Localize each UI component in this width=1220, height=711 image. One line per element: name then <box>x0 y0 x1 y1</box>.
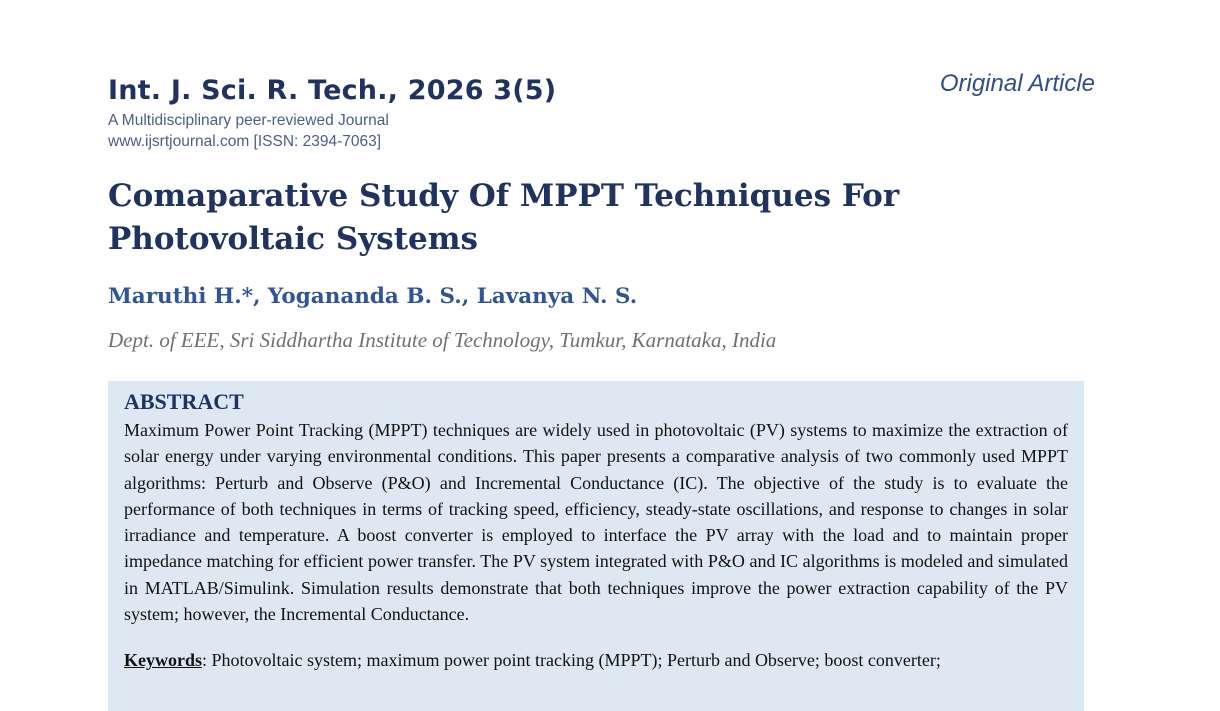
journal-website-issn: www.ijsrtjournal.com [ISSN: 2394-7063] <box>108 133 382 150</box>
article-type-label: Original Article <box>939 70 1095 97</box>
journal-header <box>108 72 556 152</box>
paper-title: Comaparative Study Of MPPT Techniques For Photovoltaic Systems <box>108 178 900 257</box>
author-affiliation: Dept. of EEE, Sri Siddhartha Institute of Technology, Tumkur, Karnataka, India <box>108 328 777 352</box>
keywords-text: : Photovoltaic system; maximum power point tracking (MPPT); Perturb and Observe; boost converter; <box>202 650 941 671</box>
journal-title: Int. J. Sci. R. Tech., 2026 3(5) <box>108 75 557 106</box>
keywords-line <box>124 647 1068 673</box>
abstract-heading: ABSTRACT <box>124 389 244 414</box>
abstract-body: Maximum Power Point Tracking (MPPT) techniques are widely used in photovoltaic (PV) systems to maximize the extraction of solar energy under varying environmental conditions. This paper presents a comparative analysis of two commonly used MPPT algorithms: Perturb and Observe (P&O) and Incremental Conductance (IC). The objective of the study is to evaluate the performance of both techniques in terms of tracking speed, efficiency, steady-state oscillations, and response to changes in solar irradiance and temperature. A boost converter is employed to interface the PV array with the load and to maintain proper impedance matching for efficient power transfer. The PV system integrated with P&O and IC algorithms is modeled and simulated in MATLAB/Simulink. Simulation results demonstrate that both techniques improve the power extraction capability of the PV system; however, the Incremental Conductance. <box>124 420 1068 625</box>
abstract-section <box>108 381 1084 711</box>
journal-subtitle: A Multidisciplinary peer-reviewed Journal <box>108 112 389 129</box>
keywords-label: Keywords <box>124 650 202 671</box>
paper-authors: Maruthi H.*, Yogananda B. S., Lavanya N. S. <box>108 284 638 309</box>
